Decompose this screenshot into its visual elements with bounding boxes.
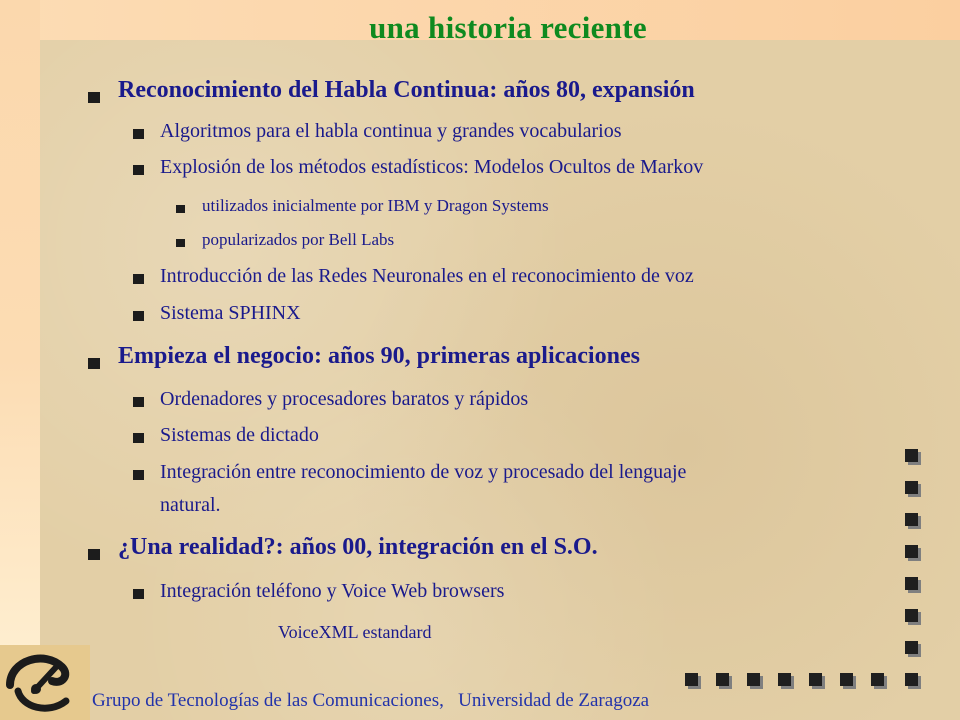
list-item: Ordenadores y procesadores baratos y rápidos: [160, 388, 529, 410]
decorative-square-icon: [778, 673, 791, 686]
decorative-square-icon: [905, 545, 918, 558]
left-gradient-strip: [0, 0, 40, 720]
section-heading: Reconocimiento del Habla Continua: años 80, expansión: [118, 77, 695, 103]
section-heading: Empieza el negocio: años 90, primeras aplicaciones: [118, 343, 640, 369]
list-item: Sistema SPHINX: [160, 302, 301, 324]
list-item: Explosión de los métodos estadísticos: Modelos Ocultos de Markov: [160, 156, 704, 178]
logo-icon: [0, 645, 90, 720]
decorative-square-icon: [905, 449, 918, 462]
section-heading: ¿Una realidad?: años 00, integración en el S.O.: [118, 534, 598, 560]
list-item: Integración teléfono y Voice Web browsers: [160, 580, 505, 602]
decorative-square-icon: [871, 673, 884, 686]
decorative-square-icon: [905, 609, 918, 622]
square-bullet-icon: [176, 239, 185, 247]
decorative-square-icon: [809, 673, 822, 686]
footer-text: Grupo de Tecnologías de las Comunicaciones, Universidad de Zaragoza: [92, 690, 650, 711]
decorative-square-icon: [747, 673, 760, 686]
list-item-continuation: natural.: [160, 494, 221, 516]
square-bullet-icon: [88, 92, 100, 103]
list-item: Integración entre reconocimiento de voz y procesado del lenguaje: [160, 461, 687, 483]
decorative-square-icon: [905, 513, 918, 526]
square-bullet-icon: [133, 470, 144, 480]
list-item: Sistemas de dictado: [160, 424, 319, 446]
list-item: popularizados por Bell Labs: [202, 230, 395, 249]
list-item: Introducción de las Redes Neuronales en el reconocimiento de voz: [160, 265, 694, 287]
square-bullet-icon: [133, 274, 144, 284]
slide-title: una historia reciente: [369, 10, 647, 45]
square-bullet-icon: [133, 397, 144, 407]
square-bullet-icon: [133, 129, 144, 139]
square-bullet-icon: [133, 589, 144, 599]
square-bullet-icon: [88, 358, 100, 369]
square-bullet-icon: [133, 165, 144, 175]
decorative-square-icon: [685, 673, 698, 686]
decorative-square-icon: [905, 641, 918, 654]
decorative-square-icon: [905, 481, 918, 494]
square-bullet-icon: [133, 433, 144, 443]
square-bullet-icon: [176, 205, 185, 213]
decorative-square-icon: [905, 673, 918, 686]
decorative-square-icon: [716, 673, 729, 686]
square-bullet-icon: [88, 549, 100, 560]
decorative-square-icon: [905, 577, 918, 590]
square-bullet-icon: [133, 311, 144, 321]
list-item: Algoritmos para el habla continua y grandes vocabularios: [160, 120, 622, 142]
list-item: utilizados inicialmente por IBM y Dragon Systems: [202, 196, 549, 215]
decorative-square-icon: [840, 673, 853, 686]
standard-note: VoiceXML estandard: [278, 622, 432, 642]
